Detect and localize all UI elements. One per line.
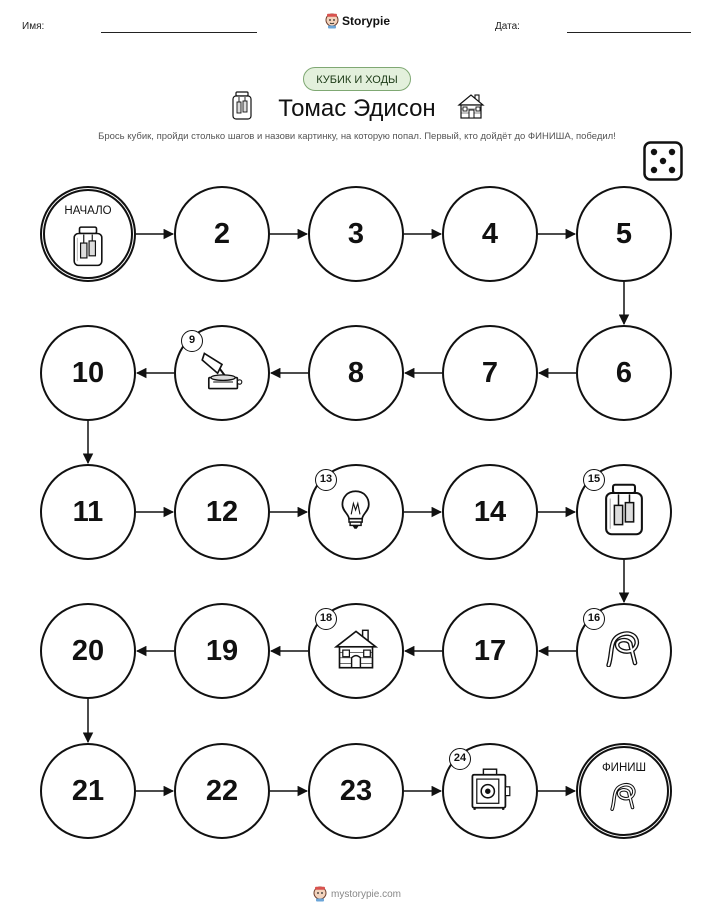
cell-number: 12 [205, 495, 239, 528]
cell-number-badge: 24 [449, 748, 471, 770]
brick-house-icon [334, 627, 378, 671]
footer-url[interactable]: mystorypie.com [330, 888, 401, 900]
cell-number-badge: 15 [583, 469, 605, 491]
cell-number: 14 [473, 495, 507, 528]
board-cell-10[interactable] [40, 325, 136, 421]
board-cell-17[interactable] [442, 603, 538, 699]
cell-number-badge: 9 [181, 330, 203, 352]
start-label: НАЧАЛО [64, 205, 112, 217]
board-cell-14[interactable] [442, 464, 538, 560]
lightbulb-icon [338, 488, 373, 532]
cell-number: 6 [615, 356, 633, 389]
phonograph-icon [200, 349, 244, 393]
start-cell[interactable] [40, 186, 136, 282]
cell-picture [468, 767, 512, 816]
board-cell-21[interactable] [40, 743, 136, 839]
board-cell-6[interactable] [576, 325, 672, 421]
cell-number: 10 [71, 356, 105, 389]
cell-number: 20 [71, 634, 105, 667]
wire-loop-icon [607, 782, 641, 811]
board-cell-19[interactable] [174, 603, 270, 699]
cell-number-badge: 16 [583, 608, 605, 630]
cell-picture [602, 630, 646, 672]
cell-number: 5 [615, 217, 633, 250]
board-cell-20[interactable] [40, 603, 136, 699]
board-cell-5[interactable] [576, 186, 672, 282]
finish-cell[interactable] [576, 743, 672, 839]
game-type-pill: КУБИК И ХОДЫ [303, 67, 411, 91]
cell-picture [338, 488, 373, 537]
board-cell-22[interactable] [174, 743, 270, 839]
board-cell-8[interactable] [308, 325, 404, 421]
name-label: Имя: [22, 21, 45, 32]
cell-number: 22 [205, 774, 239, 807]
cell-picture [607, 782, 641, 816]
jar-icon [71, 225, 105, 268]
board-cell-7[interactable] [442, 325, 538, 421]
date-label: Дата: [495, 21, 520, 32]
footer [0, 886, 714, 902]
jar-icon [602, 482, 646, 537]
cell-picture [602, 482, 646, 542]
cell-number: 23 [339, 774, 373, 807]
board-cell-4[interactable] [442, 186, 538, 282]
safe-icon [468, 767, 512, 811]
cell-picture [200, 349, 244, 398]
cell-picture [71, 225, 105, 273]
finish-label: ФИНИШ [601, 762, 647, 774]
cell-number: 3 [347, 217, 365, 250]
cell-number: 21 [71, 774, 105, 807]
cell-number: 11 [72, 495, 104, 528]
instructions-text: Брось кубик, пройди столько шагов и назови картинку, на которую попал. Первый, кто дойдёт до ФИНИША, победил! [98, 131, 616, 142]
cell-number: 17 [473, 634, 507, 667]
board-cell-11[interactable] [40, 464, 136, 560]
cell-number: 19 [205, 634, 239, 667]
board-cell-2[interactable] [174, 186, 270, 282]
cell-number: 2 [213, 217, 231, 250]
board-cell-23[interactable] [308, 743, 404, 839]
page-title: Томас Эдисон [278, 95, 436, 122]
brand-name: Storypie [342, 14, 391, 28]
cell-number-badge: 18 [315, 608, 337, 630]
board-cell-3[interactable] [308, 186, 404, 282]
cell-number: 4 [481, 217, 499, 250]
wire-loop-icon [602, 630, 646, 667]
cell-number: 7 [481, 356, 499, 389]
cell-number: 8 [347, 356, 365, 389]
cell-number-badge: 13 [315, 469, 337, 491]
cell-picture [334, 627, 378, 676]
storypie-mascot-icon [313, 886, 327, 902]
board-cell-12[interactable] [174, 464, 270, 560]
